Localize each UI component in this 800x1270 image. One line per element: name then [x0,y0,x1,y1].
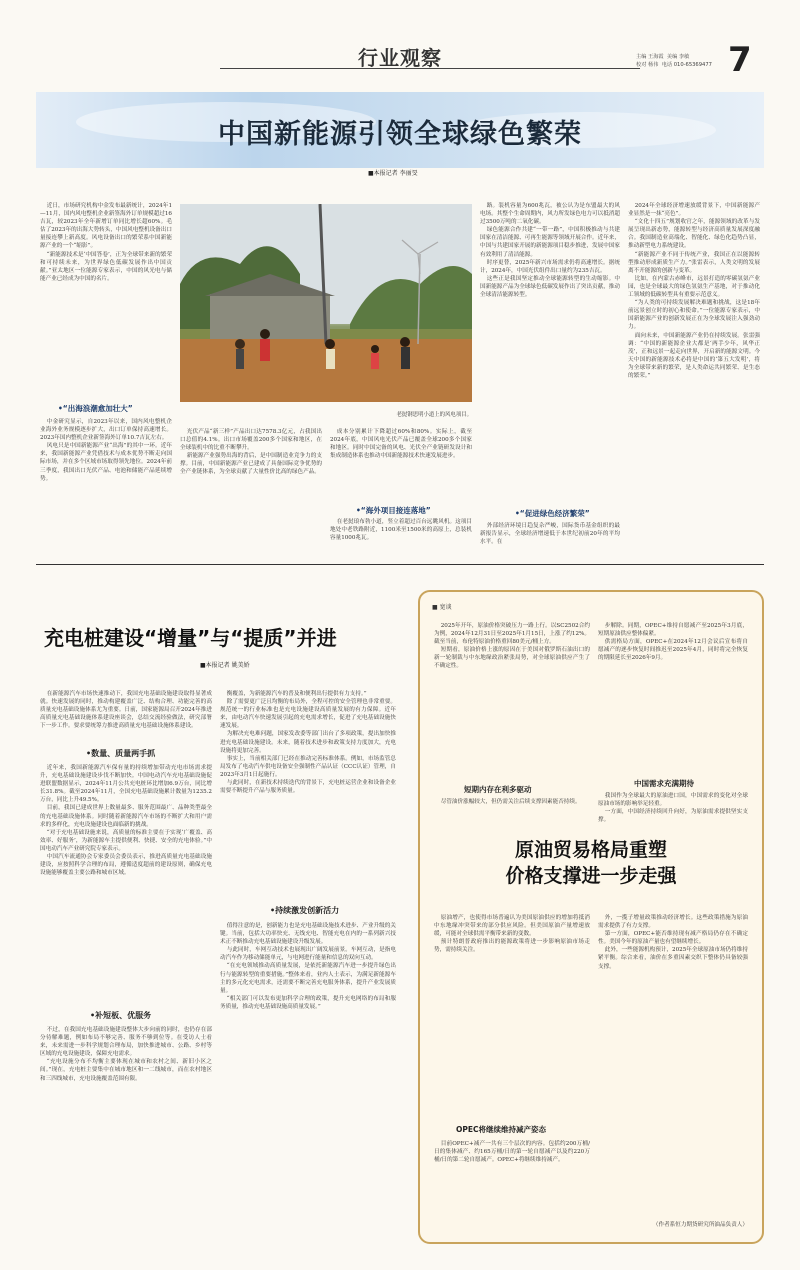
article3-title-block [434,837,748,907]
paragraph: 绿色能源合作共建“一带一路”，中国积极推动与共建国家在清洁能源、可再生能源等领域开展合作。近年来，中国与共建国家开展的新能源项目稳步推进，发展中国家有效利用了清洁能源。 [480,227,620,258]
article1-col2 [180,428,322,558]
paragraph: 在新能源汽车市场快速推动下，我国充电基础设施建设取得显著成就。快速发展的同时，推动构建覆盖广泛、结构合理、功能完善的高质量充电基础设施体系尤为重要。日前，国家能源局召开2024年推进高质量充电基础设施体系建设座谈会，总结交流经验做法，研究部署下一步工作。要求要统筹力推进高质量充电基础设施体系建设。 [40,691,212,730]
paragraph: 一方面，中国经济持续回升向好，为原油需求提供坚实支撑。 [598,809,748,824]
paragraph: 路。装机容量为600兆瓦，被公认为是东盟最大的风电场。其整个生命周期内，风力所发绿色电力可以抵消超过3500万吨的二氧化碳。 [480,203,620,226]
article3-author: （作者系恒力期货研究所油品负责人） [652,1222,748,1228]
paragraph: 短期看，原油价格上涨的原因在于美国对俄罗斯石油出口的新一轮制裁与中东地缘政治紧张局势，对全球原油供应产生了不确定性。 [434,647,590,670]
article1-photo [180,204,472,402]
article1-sub1: •“出海浪潮愈加壮大” [58,404,133,413]
article3-col1b [434,798,590,822]
paragraph: 预计特朗普政府推出的能源政策将进一步影响原油市场走势，需持续关注。 [434,939,590,954]
paragraph: 成本分别累计下降超过60%和80%。实际上，截至2024年底，中国风电光伏产品已覆盖全球200多个国家和地区。同时中国完备的风电、光伏全产业链研发设计和集成制造体系也推动中国新能源技术快速发展进步。 [330,429,472,460]
header-editor: 主编 王海霞 [636,54,664,60]
article3-title-line1: 原油贸易格局重塑 [514,839,667,861]
article3-sub-bottom: OPEC将继续维持减产姿态 [456,1125,546,1134]
paragraph: “为人类的可持续发展解决难题和挑战，这是18年前远景创立时的初心和使命。”一位能源专家表示，中国新能源产业的创新发展正在为全球发展注入强劲动力。 [628,300,760,331]
paragraph: 这些正是我国坚定推动全球能源转型的生动缩影。中国新能源产品为全球绿色低碳发展作出了突出贡献，推动全球清洁能源转型。 [480,275,620,299]
paragraph: 光伏产品“新三样”产品出口达7578.3亿元，占我国出口总值的4.1%。出口市场覆盖200多个国家和地区，在全球装机中的比重不断攀升。 [180,429,322,452]
header-phone: 电话 010-65369477 [661,62,712,68]
paragraph: 近年来，我国新能源汽车保有量的持续增加带动充电市场需求提升，充电基础设施建设步伐不断加快。中国电动汽车充电基础设施促进联盟数据显示，2024年11月公共充电桩环比增加6.9万台，同比增长31.8%。截至2024年11月，全国充电基础设施累计数量为1235.2万台，同比上升49.5%。 [40,765,212,804]
paragraph: 原油增产，也使得市场普遍认为美国原油供应的增加将抵消中东地缘冲突带来的部分供应风险。但美国原油产量增速放缓，可能对全球供需平衡带来新的变数。 [434,915,590,938]
article3-col2b [598,792,748,832]
article3-col2 [598,622,748,772]
article1-photo-caption: 老挝钢思明小道上的风电项目。 [396,412,472,418]
paragraph: 2025年开年，原油价格突破压力一路上行。以SC2502合约为例，2024年12月31日至2025年1月15日，上涨了约12%。截至当前，布伦特原油价格重回80美元/桶上方。 [434,623,590,646]
page-number: 7 [728,40,752,80]
article1-col3b [330,518,472,558]
paragraph: 此外，一些能源机构预计，2025年全球原油市场仍将维持紧平衡。综合来看，油价在多重因素交织下整体仍具备较强支撑。 [598,947,748,970]
article2-byline-text: 本报记者 姚美娇 [205,662,250,669]
paragraph: 时序更替，2025年新兴市场需求仍将高速增长。据统计，2024年，中国光伏组件出口量约为235吉瓦。 [480,259,620,274]
article1-col4b [480,522,620,558]
paragraph: “文化十四五”规划收官之年，能源领域的改革与发展呈现出新态势，能源转型与经济高质量发展深度融合。我国制造业高端化、智能化、绿色化趋势凸显，推动新型电力系统建设。 [628,219,760,250]
article3-col3b [434,1140,590,1230]
paragraph: 不过，在我国充电基础设施建设整体大步向前的同时，也仍存在部分待解难题，例如布局不够完善、服务不够到位等。在受访人士看来，未来需进一步科学规划合理布局，加快推进城市、公路、乡村等区域的充电设施建设，保障充电需求。 [40,1027,212,1058]
paragraph: 供需格局方面，OPEC+在2024年12月会议后宣布将自愿减产的逐步恢复时间推迟至2025年4月，同时将完全恢复的期限延长至2026年9月。 [598,639,748,662]
article3-box [418,590,764,1244]
paragraph: “相关部门可以发布更加科学合理的政策，提升充电网络的布局和服务质量，推动充电基础设施高质量发展。” [220,995,396,1010]
paragraph: 近日，市场研究机构中金发布最新统计，2024年1—11月，国内风电整机企业新签海外订单规模超过16吉瓦，较2023年全年新增订单同比增长超60%。毛估了2023年的出海大势转头，中国风电整机设备出口量接连攀上新高度。风电设备出口的繁荣系中国新能源产业的一个“缩影”。 [40,203,172,250]
byline-marker: ■ [200,662,206,669]
article3-sub-top2: 中国需求充满期待 [634,779,694,788]
paragraph: “在充电领域推动高质量发展，是依托新能源汽车进一步提升绿色出行与能源转型的重要措施。”整体来看，业内人士表示，为满足新能源车主的多元化充电需求，还需要不断完善充电服务体系，提升产业发展质量。 [220,963,396,994]
article2-col1 [40,690,212,746]
paragraph: 衡覆盖，为新能源汽车的普及和便利出行提供有力支持。” [226,691,367,697]
paragraph: 外部经济环境日趋复杂严峻，国际货币基金组织的最新报告显示，全球经济增速低于本世纪初前20年的平均水平。在 [480,523,620,546]
paragraph: “新能源技术是‘中国答卷’，正为全球带来新的繁荣和可持续未来，为世界绿色低碳发展作出中国贡献。”亚太地区一位能源专家表示，中国的风光电与储能产业已经成为中国的名片。 [40,251,172,282]
article2-col2 [220,690,396,896]
paragraph: 我国作为全球最大的原油进口国，中国需求的变化对全球原油市场的影响举足轻重。 [598,793,748,808]
page-header [40,42,760,82]
paragraph: 与此同时，车网互动技术也展现出广阔发展前景。车网互动，是指电动汽车作为移动储能单元，与电网进行能量和信息的双向互动。 [220,947,396,962]
article2-sub3: •持续激发创新活力 [270,906,340,915]
paragraph: 在老挝琅布勃小道，竖立着超过百台远眺风机。这项目地处中老铁路附近，1100米至1500米的高原上，总装机容量1000兆瓦。 [330,519,472,542]
article3-col3 [434,914,590,1114]
paragraph: 中金研究显示，自2023年以来，国内风电整机企业海外业务规模逐步扩大，出口订单保持高速增长。2023年国内整机企业新签海外订单10.7吉瓦左右。 [40,419,172,442]
article1-byline [368,168,418,177]
article1-title-banner [36,92,764,168]
article3-title-line2: 价格支撑进一步走强 [505,865,677,887]
article2-col1c [40,1026,212,1246]
paragraph: 比如，在内蒙古赤峰市，远景打造的零碳氢氨产业园，也是全球最大的绿色氢氨生产基地，对于推动化工领域的低碳转型具有重要示范意义。 [628,275,760,299]
article1-col1 [40,202,172,386]
paragraph: “新能源产业不同于传统产业，我国正在以能源转型推动形成新质生产力。”张雷表示，人类文明的发展离不开能源的创新与变革。 [628,251,760,274]
article2-byline [200,660,250,669]
article1-col4 [480,202,620,492]
paragraph: 目前，我国已建成世界上数量最多、服务范围最广、品种类型最全的充电基础设施体系。同时随着新能源汽车市场的不断扩大和用户需求的多样化，充电设施建设也面临新的挑战。 [40,805,212,828]
paragraph: 值得注意的是，创新能力也是充电基础设施技术进步、产业升级的关键。当前，包括大功率快充、无线充电、智能充电在内的一系列新兴技术正不断推动充电基础设施建设升级发展。 [220,923,396,946]
header-designer: 美编 李敏 [666,54,690,60]
paragraph: 事实上，当前相关部门已经在推动完善标准体系。例如，市场监管总局发布了电动汽车供电设备安全强制性产品认证（CCC认证）管理，自2023年3月1日起施行。 [220,755,396,778]
paragraph: “对于充电基础设施来说，高质量的标准主要在于实现‘广覆盖、高效率、好服务’，为新能源车主提供便利、快捷、安全的充电体验。”中国电动汽车产业研究院专家表示。 [40,829,212,852]
article1-sub2: •“海外项目接连落地” [356,506,431,515]
article1-title: 中国新能源引领全球绿色繁荣 [218,119,582,150]
section-title: 行业观察 [358,46,442,70]
article2-title: 充电桩建设“增量”与“提质”并进 [44,626,337,650]
article2-col2b [220,922,396,1246]
byline-marker: ■ [368,170,374,177]
paragraph: 外，一揽子增量政策推动经济增长。这些政策措施为原油需求提供了有力支撑。 [598,915,748,930]
paragraph: 步解除。同期，OPEC+维持自愿减产至2025年3月底，短期原油供应整体偏紧。 [598,623,748,638]
paragraph: 尽管油价涨幅较大，但仍需关注后续支撑因素能否持续。 [440,799,581,805]
article3-col4 [598,914,748,1214]
article1-col3 [330,428,472,488]
paragraph: 与此同时，在新技术持续迭代的背景下，充电桩运营企业和设备企业需要不断提升产品与服务质量。 [220,780,396,795]
article1-sub3: •“促进绿色经济繁荣” [515,509,590,518]
header-credits [636,53,726,69]
paragraph: 新能源产业强势出海的背后，是中国制造业竞争力的支撑。目前，中国新能源产业已建成了具备国际竞争优势的全产业链体系，为全球贡献了大量性价比高的绿色产品。 [180,453,322,476]
article2-col1b [40,764,212,1000]
article1-byline-text: 本报记者 李丽旻 [373,170,418,177]
paragraph: 第一方面，OPEC+能否维持现有减产格局仍存在不确定性。美国今年的原油产量也有望继续增长。 [598,931,748,946]
paragraph: 风电只是中国新能源产业“出海”的其中一环。近年来，我国新能源产业凭借技术与成本优势不断走向国际市场，并在多个区域市场取得领先地位。2024年前三季度，我国出口光伏产品、电池和储能产品延续增势。 [40,443,172,482]
paragraph: 面向未来，中国新能源产业仍在持续发展。张雷强调：“中国的新能源企业大都是‘两手少年，风华正茂’，正和远景一起走向世界，开启新的能源文明。今天中国的新能源技术必将是中国的‘第五大发明’，将为全球带来新的繁荣，是人类命运共同繁荣、是生态的繁荣。” [628,332,760,379]
article3-sub-top1: 短期内存在利多驱动 [464,785,532,794]
paragraph: 2024年全球经济增速放缓背景下，中国新能源产业显然是一抹“亮色”。 [628,203,760,218]
article1-col5 [628,202,760,558]
article3-kicker: ■ 宽谈 [432,604,452,611]
article1-col1b [40,418,172,558]
paragraph: “充电设施分布不均衡主要体现在城市和农村之间、新旧小区之间。”现在，充电桩主要集中在城市地区和一二线城市，而在农村地区和三四线城市，充电设施覆盖范围有限。 [40,1059,212,1082]
section-divider [36,564,764,565]
article2-sub2: •补短板、优服务 [90,1011,152,1020]
paragraph: 目前OPEC+减产一共有三个层次的内容。包括约200万桶/日的集体减产、约165万桶/日的第一轮自愿减产以及约220万桶/日的第二轮自愿减产。OPEC+将继续维持减产。 [434,1141,590,1164]
paragraph: 为解决充电难问题，国家发改委等部门出台了多项政策，提出加快推进充电基础设施建设。未来，随着技术进步和政策支持力度加大，充电设施将更加完善。 [220,731,396,754]
article2-sub1: •数量、质量两手抓 [86,749,156,758]
header-copy-editor: 校对 杨伟 [636,62,659,68]
paragraph: 中国汽车流通协会专家委员会委员表示，推进高质量充电基础设施建设，应按照科学合理的布局，遵循适度超前的建设原则，确保充电设施能够覆盖主要公路和城市区域。 [40,854,212,877]
article3-col1 [434,622,590,772]
photo-scene [180,204,472,402]
paragraph: 除了需要更广泛且均衡的布局外，全程可控的安全管理也非常重要。规范统一的行业标准也是充电设施建设高质量发展的有力保障。近年来，由电动汽车快速发展引起的充电需求增长，促进了充电基础设施快速发展。 [220,699,396,730]
